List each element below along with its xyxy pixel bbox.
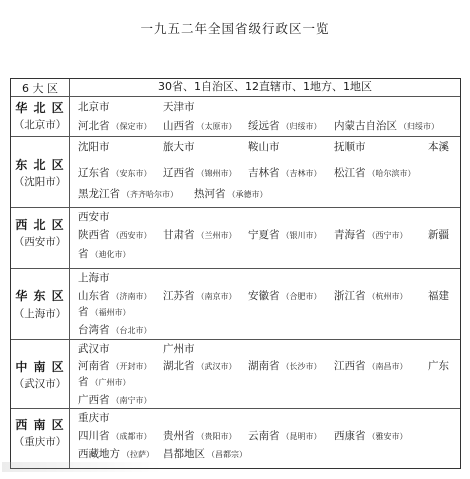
list-item: 本溪 [428,141,449,153]
list-item: 广东 [428,360,449,372]
region-name: 西 北 区 [15,218,65,232]
list-item: 西藏地方 （拉萨） [78,448,154,460]
list-item: 福建 [428,290,449,302]
region-seat: （上海市） [13,308,67,320]
list-item: 省 （迪化市） [78,248,131,260]
list-item: 甘肃省 （兰州市） [163,229,237,241]
list-item: 沈阳市 [78,141,110,153]
region-name: 东 北 区 [15,158,65,172]
region-row-dongbei [11,136,460,208]
region-name: 西 南 区 [15,418,65,432]
list-item: 重庆市 [78,412,110,424]
list-item: 热河省 （承德市） [194,188,268,200]
list-item: 黑龙江省 （齐齐哈尔市） [78,188,178,200]
watermark-blur [2,462,162,472]
list-item: 北京市 [78,101,110,113]
list-item: 宁夏省 （银川市） [248,229,322,241]
list-item: 省 （福州市） [78,306,131,318]
list-item: 鞍山市 [248,141,280,153]
list-item: 西安市 [78,211,110,223]
region-row-xibei [11,207,460,269]
region-row-xinan [11,408,460,468]
list-item: 广州市 [163,343,195,355]
list-item: 陕西省 （西安市） [78,229,152,241]
list-item: 广西省 （南宁市） [78,394,152,406]
list-item: 绥远省 （归绥市） [248,120,322,132]
region-seat: （西安市） [13,236,67,248]
region-seat: （沈阳市） [13,176,67,188]
list-item: 吉林省 （吉林市） [248,167,322,179]
list-item: 四川省 （成都市） [78,430,152,442]
list-item: 辽西省 （锦州市） [163,167,237,179]
region-name: 华 东 区 [15,289,65,303]
list-item: 昌都地区 （昌都宗） [163,448,247,460]
header-desc: 30省、1自治区、12直辖市、1地方、1地区 [69,79,460,96]
list-item: 河北省 （保定市） [78,120,152,132]
list-item: 松江省 （哈尔滨市） [334,167,416,179]
header-region-col: 6 大 区 [22,82,58,95]
province-table [10,78,461,469]
page-title: 一九五二年全国省级行政区一览 [140,21,330,36]
region-seat: （武汉市） [13,378,67,390]
region-name: 华 北 区 [15,101,65,115]
region-row-huadong [11,268,460,340]
list-item: 浙江省 （杭州市） [334,290,408,302]
list-item: 安徽省 （合肥市） [248,290,322,302]
list-item: 湖南省 （长沙市） [248,360,322,372]
list-item: 河南省 （开封市） [78,360,152,372]
list-item: 江苏省 （南京市） [163,290,237,302]
list-item: 天津市 [163,101,195,113]
table-header [11,79,460,97]
list-item: 旅大市 [163,141,195,153]
list-item: 江西省 （南昌市） [334,360,408,372]
list-item: 抚顺市 [334,141,366,153]
list-item: 山东省 （济南市） [78,290,152,302]
list-item: 上海市 [78,272,110,284]
list-item: 武汉市 [78,343,110,355]
list-item: 内蒙古自治区 （归绥市） [334,120,439,132]
list-item: 台湾省 （台北市） [78,324,152,336]
list-item: 湖北省 （武汉市） [163,360,237,372]
region-seat: （重庆市） [13,436,67,448]
list-item: 青海省 （西宁市） [334,229,408,241]
region-name: 中 南 区 [15,360,65,374]
region-seat: （北京市） [13,119,67,131]
region-row-huabei [11,96,460,137]
region-row-zhongnan [11,339,460,409]
list-item: 西康省 （雅安市） [334,430,408,442]
list-item: 云南省 （昆明市） [248,430,322,442]
list-item: 辽东省 （安东市） [78,167,152,179]
list-item: 山西省 （太原市） [163,120,237,132]
list-item: 省 （广州市） [78,376,131,388]
list-item: 新疆 [428,229,449,241]
list-item: 贵州省 （贵阳市） [163,430,237,442]
